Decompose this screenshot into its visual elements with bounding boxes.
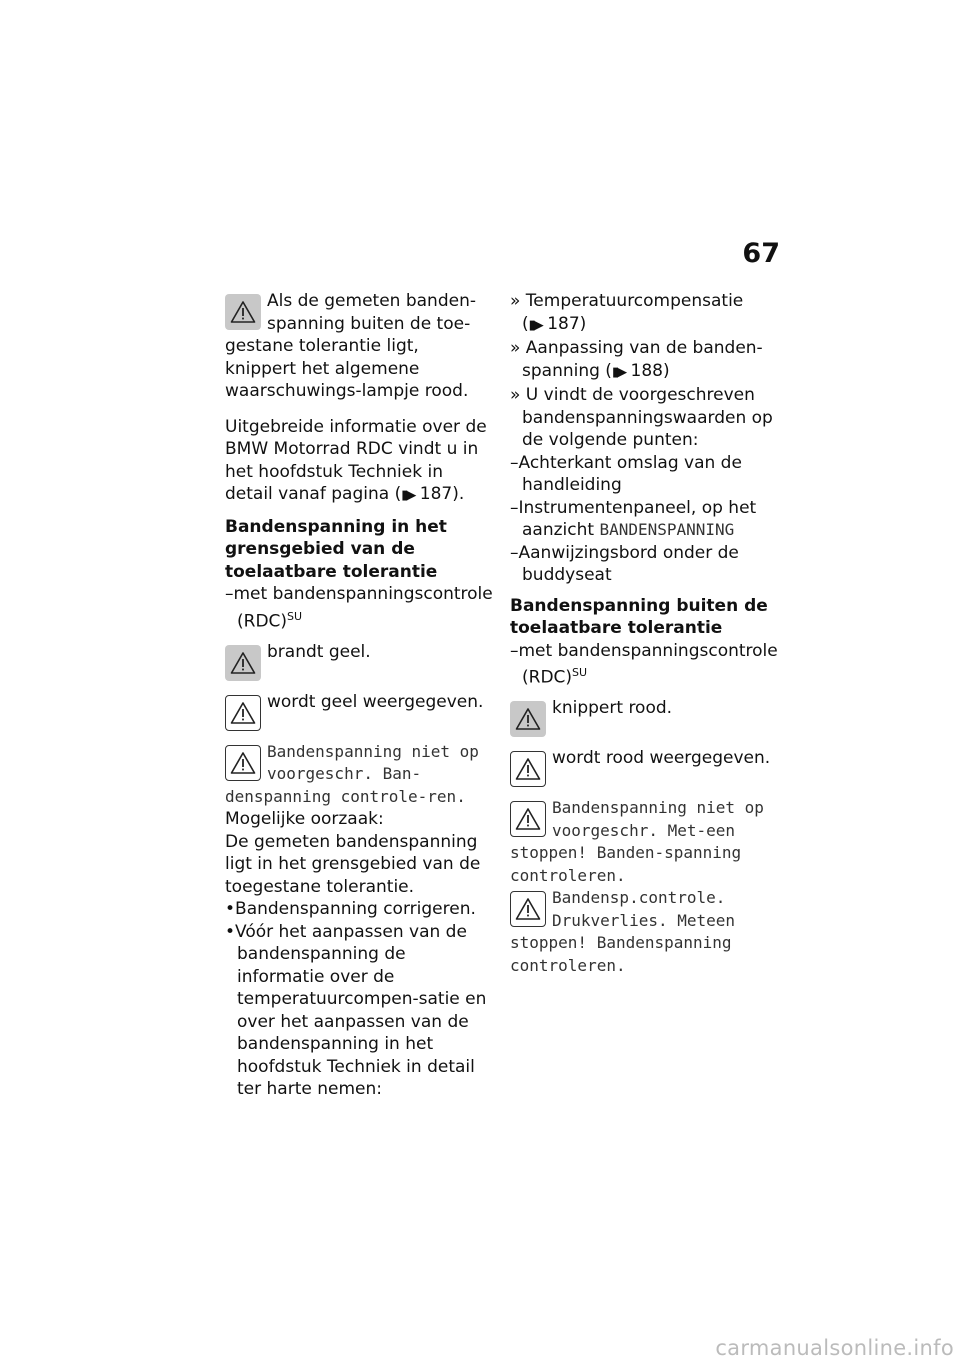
list-item: » U vindt de voorgeschreven bandenspanningswaarden op de volgende punten: bbox=[510, 385, 773, 450]
warning-triangle-icon bbox=[225, 645, 261, 681]
warning-note bbox=[225, 741, 493, 809]
warning-note bbox=[510, 887, 778, 977]
page-reference-arrow-icon: (▮▶ bbox=[394, 484, 415, 504]
list-item: » Temperatuurcompensatie (▮▶ 187) bbox=[510, 291, 744, 334]
paragraph: wordt rood weergegeven. bbox=[552, 748, 771, 769]
page-number: 67 bbox=[742, 238, 780, 269]
left-column bbox=[225, 290, 493, 1101]
display-message: Bandenspanning niet op voorgeschr. Ban-denspanning controle-ren. bbox=[225, 741, 479, 806]
list-item: –met bandenspanningscontrole (RDC)$^{SU}$ bbox=[510, 640, 778, 688]
warning-triangle-icon bbox=[510, 701, 546, 737]
warning-triangle-icon bbox=[510, 751, 546, 787]
list-item: •Vóór het aanpassen van de bandenspanning de informatie over de temperatuurcompen-satie en over het aanpassen van de bandenspanning in het hoofdstuk Techniek in detail ter harte nemen: bbox=[225, 921, 487, 1100]
warning-note bbox=[510, 797, 778, 887]
paragraph: Als de gemeten banden-spanning buiten de toe-gestane tolerantie ligt, knippert het algemene waarschuwings-lampje rood. bbox=[225, 291, 476, 401]
paragraph: brandt geel. bbox=[267, 641, 371, 662]
list-item: –Instrumentenpaneel, op het aanzicht BANDENSPANNING bbox=[510, 497, 757, 540]
paragraph: knippert rood. bbox=[552, 698, 673, 719]
warning-note bbox=[510, 697, 778, 739]
warning-triangle-icon bbox=[225, 695, 261, 731]
right-column bbox=[510, 290, 778, 977]
warning-triangle-icon bbox=[510, 891, 546, 927]
list-item: •Bandenspanning corrigeren. bbox=[225, 899, 476, 920]
list-item: –met bandenspanningscontrole (RDC)$^{SU}$ bbox=[225, 584, 493, 632]
warning-triangle-icon bbox=[225, 294, 261, 330]
watermark: carmanualsonline.info bbox=[715, 1336, 954, 1360]
paragraph: Uitgebreide informatie over de BMW Motorrad RDC vindt u in het hoofdstuk Techniek in detail vanaf pagina (▮▶ 187). bbox=[225, 416, 487, 504]
list-item: –Aanwijzingsbord onder de buddyseat bbox=[510, 542, 739, 585]
warning-note bbox=[225, 290, 493, 403]
warning-triangle-icon bbox=[510, 801, 546, 837]
paragraph: wordt geel weergegeven. bbox=[267, 691, 484, 712]
list-item: –Achterkant omslag van de handleiding bbox=[510, 452, 742, 495]
list-item: » Aanpassing van de banden-spanning (▮▶ 188) bbox=[510, 338, 763, 381]
warning-note bbox=[510, 747, 778, 789]
warning-note bbox=[225, 641, 493, 683]
section-heading: Bandenspanning in het grensgebied van de toelaatbare tolerantie bbox=[225, 516, 447, 582]
section-heading: Bandenspanning buiten de toelaatbare tolerantie bbox=[510, 595, 768, 638]
page-reference-arrow-icon: ▮▶ bbox=[611, 364, 626, 380]
display-message: Bandensp.controle. Drukverlies. Meteen stoppen! Bandenspanning controleren. bbox=[510, 888, 736, 975]
warning-note bbox=[225, 691, 493, 733]
label: Mogelijke oorzaak: bbox=[225, 809, 384, 830]
display-message: Bandenspanning niet op voorgeschr. Met-een stoppen! Banden-spanning controleren. bbox=[510, 798, 764, 885]
page-reference-arrow-icon: ▮▶ bbox=[528, 317, 542, 333]
paragraph: De gemeten bandenspanning ligt in het grensgebied van de toegestane tolerantie. bbox=[225, 831, 481, 897]
warning-triangle-icon bbox=[225, 745, 261, 781]
